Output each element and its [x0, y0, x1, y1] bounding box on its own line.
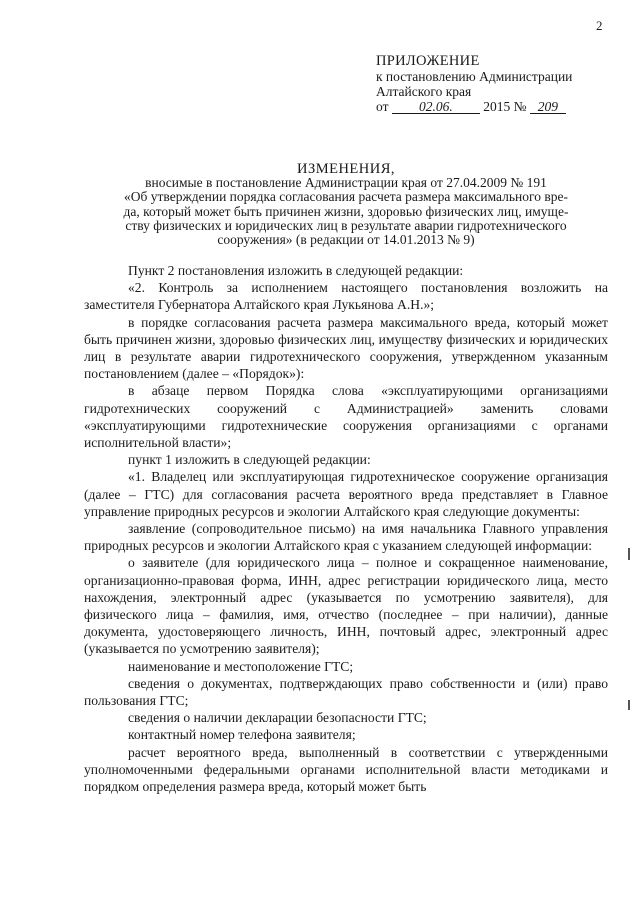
heading-title: ИЗМЕНЕНИЯ, [296, 161, 396, 177]
paragraph: о заявителе (для юридического лица – полное и сокращенное наименование, организационно-правовая форма, ИНН, адрес регистрации юридического лица, место нахождения, электронный адрес (указывается по усмотрению заявителя), для физического лица – фамилия, имя, отчество (последнее – при наличии), данные документа, удостоверяющего личность, ИНН, почтовый адрес, электронный адрес (указывается по усмотрению заявителя); [84, 555, 608, 657]
date-value: 02.06. [392, 100, 480, 114]
paragraph: Пункт 2 постановления изложить в следующей редакции: [128, 263, 464, 278]
scan-margin-mark [628, 548, 630, 560]
appendix-dateline [376, 99, 626, 114]
heading-line-2: «Об утверждении порядка согласования расчета размера максимального вре- [124, 189, 568, 205]
paragraph: заявление (сопроводительное письмо) на имя начальника Главного управления природных ресурсов и экологии Алтайского края с указанием следующей информации: [84, 521, 608, 554]
document-heading [84, 162, 608, 247]
heading-line-3: да, который может быть причинен жизни, здоровью физических лиц, имуще- [123, 203, 569, 219]
year-text: 2015 № [483, 99, 527, 114]
appendix-line-2: Алтайского края [376, 84, 472, 99]
scan-margin-mark [628, 700, 630, 710]
heading-line-4: ству физических и юридических лиц в результате аварии гидротехнического [125, 217, 567, 233]
paragraph: «2. Контроль за исполнением настоящего постановления возложить на заместителя Губернатора Алтайского края Лукьянова А.Н.»; [84, 280, 608, 313]
paragraph: в порядке согласования расчета размера максимального вреда, который может быть причинен жизни, здоровью физических лиц, имуществу физических и юридических лиц в результате аварии гидротехнического сооружения, утвержденном указанным постановлением (далее – «Порядок»): [84, 314, 608, 382]
from-label: от [376, 99, 389, 114]
paragraph: сведения о документах, подтверждающих право собственности и (или) право пользования ГТС; [84, 675, 608, 709]
paragraph: «1. Владелец или эксплуатирующая гидротехническое сооружение организация (далее – ГТС) для согласования расчета вероятного вреда представляет в Главное управление природных ресурсов и экологии Алтайского края следующие документы: [84, 469, 608, 519]
heading-line-5: сооружения» (в редакции от 14.01.2013 № 9) [217, 232, 475, 248]
paragraph: расчет вероятного вреда, выполненный в соответствии с утвержденными уполномоченными федеральными органами исполнительной власти методиками и порядком определения размера вреда, который может быть [84, 744, 608, 795]
number-value: 209 [530, 100, 566, 114]
paragraph: пункт 1 изложить в следующей редакции: [128, 452, 371, 468]
paragraph: контактный номер телефона заявителя; [128, 727, 356, 743]
appendix-title: ПРИЛОЖЕНИЕ [376, 53, 480, 69]
appendix-line-1: к постановлению Администрации [376, 69, 573, 84]
heading-line-1: вносимые в постановление Администрации края от 27.04.2009 № 191 [145, 175, 547, 191]
appendix-block [376, 54, 626, 114]
page-number: 2 [596, 18, 603, 33]
paragraph: в абзаце первом Порядка слова «эксплуатирующими организациями гидротехнических сооружений с Администрацией» заменить словами «эксплуатирующими гидротехнические сооружения организациями с органами исполнительной власти»; [84, 383, 608, 451]
document-body [84, 262, 608, 795]
paragraph: сведения о наличии декларации безопасности ГТС; [128, 710, 427, 726]
paragraph: наименование и местоположение ГТС; [128, 658, 354, 674]
